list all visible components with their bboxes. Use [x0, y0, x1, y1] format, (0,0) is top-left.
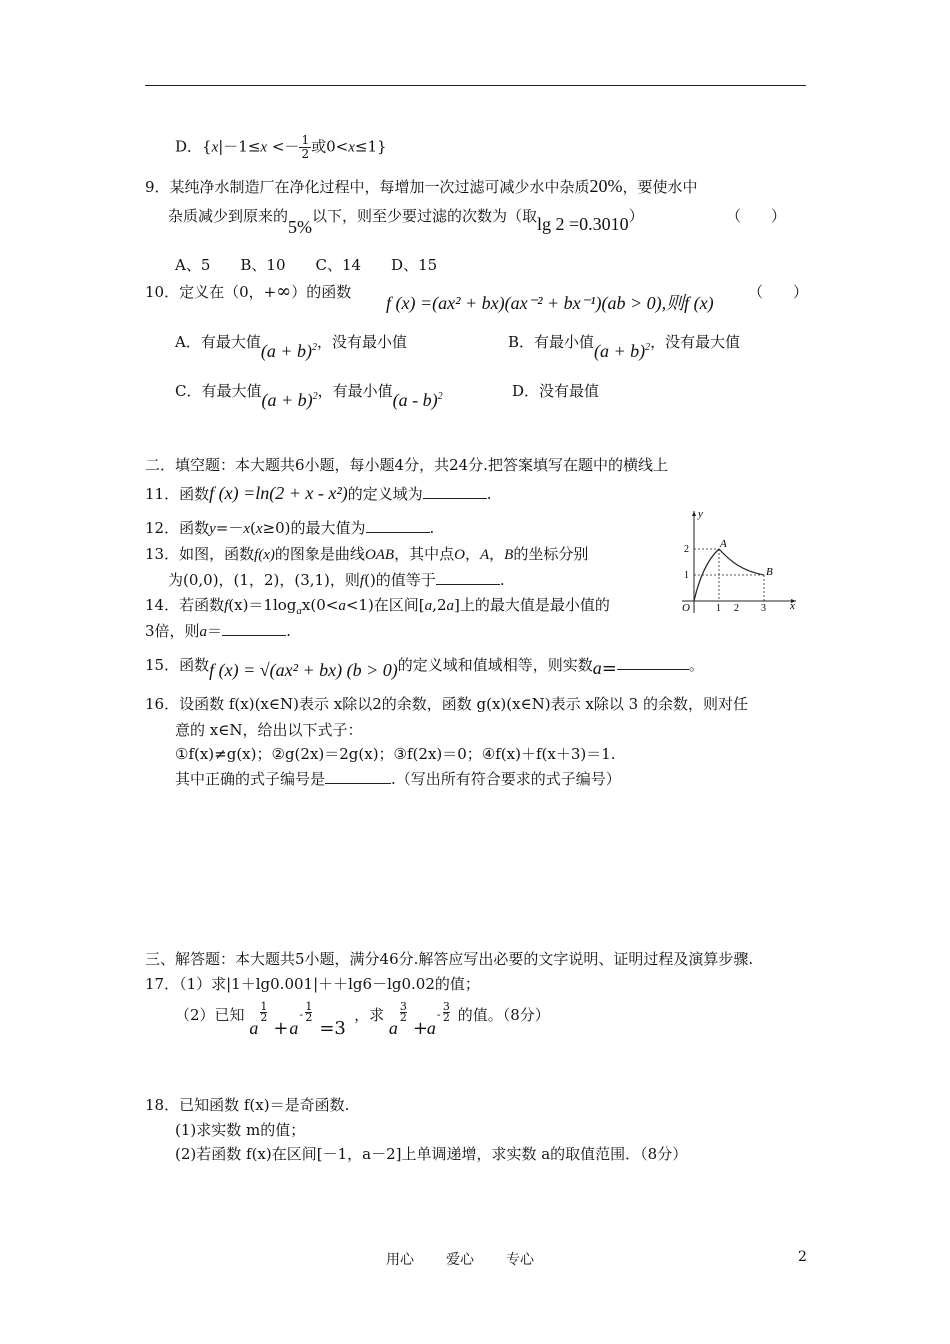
math-expr: (a + b)	[260, 341, 312, 361]
numerator: 1	[305, 1000, 313, 1013]
point-b: B	[504, 547, 514, 563]
q16-line2: 意的 x∈N，给出以下式子：	[175, 721, 363, 739]
q14-text: x(0<	[301, 596, 339, 614]
q15	[145, 654, 704, 680]
answer-blank[interactable]	[325, 783, 391, 784]
q13-line1: 13．如图，函数f(x)的图象是曲线OAB，其中点O，A，B的坐标分别	[145, 545, 589, 563]
denominator: 2	[442, 1011, 450, 1024]
q14-text: 3倍，则	[145, 622, 200, 640]
q10-option-d: D．没有最值	[512, 382, 600, 400]
q12-text: ≥0)的最大值为	[262, 519, 366, 537]
plus-sign: +	[412, 1018, 428, 1039]
q16-text: 其中正确的式子编号是	[175, 770, 326, 788]
curve-ab	[719, 549, 764, 575]
q10-option-c	[175, 380, 443, 410]
var-x: x	[211, 139, 219, 156]
footer-text-3: 专心	[506, 1252, 534, 1268]
q15-text: 的定义域和值域相等，则实数	[397, 656, 593, 674]
section-3-title: 三、解答题：本大题共5小题，满分46分.解答应写出必要的文字说明、证明过程及演算步骤.	[145, 950, 754, 968]
q11-text: 11．函数	[145, 485, 210, 503]
q14-text: 14．若函数	[145, 596, 225, 614]
header-rule	[145, 85, 806, 86]
denominator: 2	[260, 1011, 268, 1024]
q13-text: ()的值等于	[364, 571, 436, 589]
var-x: x	[260, 139, 268, 156]
q12-text: .	[429, 519, 435, 537]
q17-text: （2）已知	[175, 1006, 245, 1024]
numerator: 1	[301, 133, 310, 147]
exponent: 2	[312, 391, 318, 402]
q9-options: A、5 B、10 C、14 D、15	[175, 256, 438, 274]
origin-label: O	[682, 602, 690, 614]
footer-text-1: 用心	[386, 1252, 414, 1268]
infinity: ∞	[276, 281, 292, 302]
var-a: a	[199, 624, 208, 640]
q8-text: 或0<	[311, 137, 349, 156]
q16-line3: ①f(x)≠g(x)；②g(2x)＝2g(x)；③f(2x)＝0；④f(x)＋f(x＋3)＝1.	[175, 745, 616, 763]
exponent: 2	[311, 342, 317, 353]
exponent-three-half	[400, 1002, 407, 1023]
var-x: x	[348, 139, 355, 156]
q15-text: 。	[688, 656, 704, 674]
q9-log-value: lg 2 =0.3010	[537, 214, 629, 234]
q18-line3: (2)若函数 f(x)在区间[－1，a－2]上单调递增，求实数 a的取值范围．（8分）	[175, 1145, 688, 1163]
option-text: B．有最小值	[508, 333, 595, 351]
option-text: C．有最大值	[175, 382, 262, 400]
point-o: O	[454, 547, 465, 563]
exponent-neg-half	[305, 1002, 312, 1023]
exponent: 2	[437, 391, 443, 402]
q11-formula: f (x) =ln(2 + x - x²)	[209, 483, 348, 503]
q10-text: ）的函数	[291, 283, 352, 301]
option-text: ，有最小值	[317, 382, 393, 400]
answer-parens: （ ）	[726, 207, 787, 225]
q14-text: ,2	[432, 596, 447, 614]
q14-line2	[145, 620, 291, 641]
q18-line2: (1)求实数 m的值；	[175, 1121, 306, 1139]
answer-parens: （ ）	[748, 283, 809, 301]
q14-line1	[145, 594, 610, 617]
q12-text: (	[250, 519, 256, 537]
answer-blank[interactable]	[423, 498, 487, 499]
exponent-neg-three-half	[443, 1002, 450, 1023]
q9-text: ）	[628, 207, 644, 225]
q14-text: .	[286, 622, 291, 640]
q9-line2	[168, 205, 644, 237]
q17-line2	[175, 1000, 550, 1039]
q8-text: |－1≤	[218, 137, 261, 156]
denominator: 2	[305, 1011, 313, 1024]
q9-text: 以下，则至少要过滤的次数为（取	[312, 207, 538, 225]
minus-sign: -	[299, 1008, 304, 1021]
q14-text: <1)在区间[	[345, 596, 425, 614]
option-text: ，没有最小值	[316, 333, 407, 351]
numerator: 3	[442, 1000, 450, 1013]
fraction-half	[299, 134, 311, 161]
tick-y-1: 1	[684, 570, 689, 581]
given-value: =3	[319, 1018, 346, 1039]
q9-line1	[145, 176, 698, 197]
q13-text: .	[499, 571, 505, 589]
q14-text: ＝	[207, 622, 223, 640]
q13-text: ，其中点	[394, 545, 455, 563]
option-text: ，没有最大值	[650, 333, 741, 351]
function-graph	[672, 505, 802, 617]
var-f: f	[224, 598, 229, 614]
q9-text: ，要使水中	[622, 178, 698, 196]
q12-text: =－	[215, 519, 244, 537]
answer-blank[interactable]	[222, 635, 286, 636]
option-text: A．有最大值	[175, 333, 261, 351]
q10-option-a	[175, 331, 407, 361]
point-a-label: A	[720, 538, 727, 550]
q15-text: 15．函数	[145, 656, 210, 674]
q16-text: .（写出所有符合要求的式子编号）	[391, 770, 621, 788]
y-axis-arrow	[692, 511, 696, 516]
plus-sign: +	[273, 1018, 289, 1039]
q17-text: ，求	[354, 1006, 385, 1024]
var-x: x	[243, 521, 251, 537]
math-expr: (a + b)	[594, 341, 646, 361]
q10-formula: f (x) =(ax² + bx)(ax⁻² + bx⁻¹)(ab > 0),则f (x)	[386, 293, 714, 313]
exponent: 2	[645, 342, 651, 353]
given-equation	[249, 1000, 349, 1039]
var-a: a	[446, 598, 454, 614]
q13-line2	[168, 569, 505, 590]
var-a: a	[426, 1018, 436, 1038]
var-x: (x)	[258, 547, 275, 563]
point-b-label: B	[766, 566, 773, 578]
q8-text: D．{	[175, 137, 212, 156]
q11	[145, 483, 492, 504]
q15-formula: f (x) = √(ax² + bx) (b > 0)	[209, 660, 398, 680]
q9-text: 杂质减少到原来的	[168, 207, 289, 225]
equals-sign: =	[601, 658, 617, 679]
var-a: a	[388, 1018, 398, 1038]
answer-blank[interactable]	[617, 669, 689, 670]
q17-text: 的值。（8分）	[457, 1006, 550, 1024]
q10-option-b	[508, 331, 741, 361]
math-expr: (a - b)	[392, 390, 438, 410]
var-x: x	[255, 521, 263, 537]
q14-text: ]上的最大值是最小值的	[453, 596, 610, 614]
denominator: 2	[399, 1011, 407, 1024]
x-axis-label: x	[790, 600, 795, 612]
q13-text: 的坐标分别	[513, 545, 589, 563]
q12	[145, 517, 434, 538]
point-a: A	[479, 547, 490, 563]
q13-text: 的图象是曲线	[274, 545, 365, 563]
q8-option-d	[175, 134, 387, 161]
q10-stem	[145, 281, 351, 302]
q9-percent: 20%	[589, 176, 623, 196]
math-expr: (a + b)	[261, 390, 313, 410]
denominator: 2	[301, 147, 310, 161]
curve-name: OAB	[364, 547, 395, 563]
exponent-half	[260, 1002, 267, 1023]
answer-blank[interactable]	[436, 584, 500, 585]
page-number: 2	[798, 1249, 807, 1265]
tick-x-3: 3	[761, 603, 766, 614]
var-a: a	[592, 658, 602, 678]
q9-text: 9．某纯净水制造厂在净化过程中，每增加一次过滤可减少水中杂质	[145, 178, 590, 196]
tick-y-2: 2	[684, 544, 689, 555]
var-y: y	[209, 521, 216, 537]
q11-text: 的定义域为	[347, 485, 423, 503]
q8-text: <－	[267, 137, 300, 156]
log-base: a	[296, 605, 302, 617]
section-2-title: 二．填空题：本大题共6小题，每小题4分，共24分.把答案填写在题中的横线上	[145, 456, 668, 474]
q10-text: 10．定义在（0，+	[145, 283, 277, 301]
numerator: 1	[260, 1000, 268, 1013]
var-f: f	[359, 573, 365, 589]
q9-percent: 5%	[288, 217, 313, 237]
q14-text: (x)＝1log	[228, 596, 297, 614]
q16-line4	[175, 768, 621, 789]
var-a: a	[338, 598, 346, 614]
var-a: a	[249, 1018, 259, 1038]
q8-text: ≤1}	[354, 137, 387, 156]
tick-x-2: 2	[734, 603, 739, 614]
var-a: a	[289, 1018, 299, 1038]
y-axis-label: y	[698, 508, 703, 520]
q13-text: 13．如图，函数	[145, 545, 255, 563]
q18-line1: 18．已知函数 f(x)＝是奇函数.	[145, 1096, 350, 1114]
minus-sign: -	[436, 1008, 441, 1021]
q16-line1: 16．设函数 f(x)(x∈N)表示 x除以2的余数，函数 g(x)(x∈N)表示 x除以 3 的余数，则对任	[145, 695, 748, 713]
q13-text: 为(0,0)，(1，2)，(3,1)，则	[168, 571, 360, 589]
footer-text-2: 爱心	[446, 1252, 474, 1268]
q11-text: .	[486, 485, 492, 503]
answer-blank[interactable]	[366, 532, 430, 533]
numerator: 3	[399, 1000, 407, 1013]
tick-x-1: 1	[716, 603, 721, 614]
var-a: a	[424, 598, 433, 614]
var-f: f	[254, 547, 259, 563]
target-expression	[388, 1000, 453, 1039]
q12-text: 12．函数	[145, 519, 210, 537]
q17-line1: 17．（1）求|1＋lg0.001|＋＋lg6－lg0.02的值；	[145, 975, 480, 993]
